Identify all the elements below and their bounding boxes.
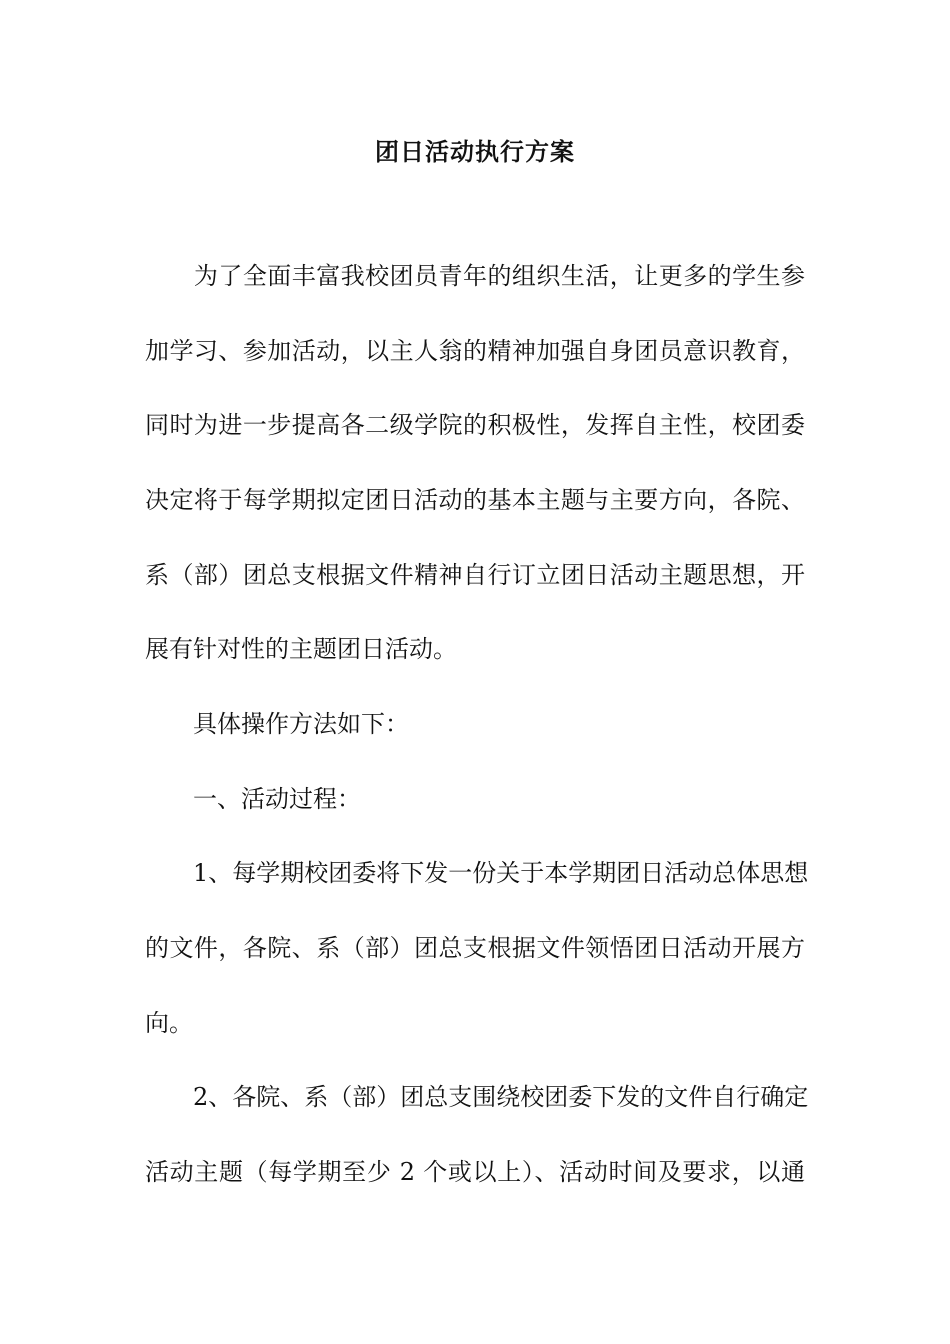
document-title: 团日活动执行方案 <box>375 137 575 166</box>
body-line: 决定将于每学期拟定团日活动的基本主题与主要方向，各院、 <box>145 486 805 514</box>
body-line: 具体操作方法如下： <box>145 710 409 738</box>
section-heading: 一、活动过程： <box>145 785 361 813</box>
body-line: 系（部）团总支根据文件精神自行订立团日活动主题思想，开 <box>145 561 805 589</box>
body-line: 1、每学期校团委将下发一份关于本学期团日活动总体思想 <box>145 859 809 887</box>
body-line: 为了全面丰富我校团员青年的组织生活，让更多的学生参 <box>145 262 805 290</box>
body-line: 加学习、参加活动，以主人翁的精神加强自身团员意识教育， <box>145 337 805 365</box>
body-line: 向。 <box>145 1009 193 1037</box>
body-line: 活动主题（每学期至少 2 个或以上）、活动时间及要求，以通 <box>145 1158 805 1186</box>
body-line: 的文件，各院、系（部）团总支根据文件领悟团日活动开展方 <box>145 934 805 962</box>
body-line: 2、各院、系（部）团总支围绕校团委下发的文件自行确定 <box>145 1083 809 1111</box>
body-line: 同时为进一步提高各二级学院的积极性，发挥自主性，校团委 <box>145 411 805 439</box>
body-line: 展有针对性的主题团日活动。 <box>145 635 457 663</box>
